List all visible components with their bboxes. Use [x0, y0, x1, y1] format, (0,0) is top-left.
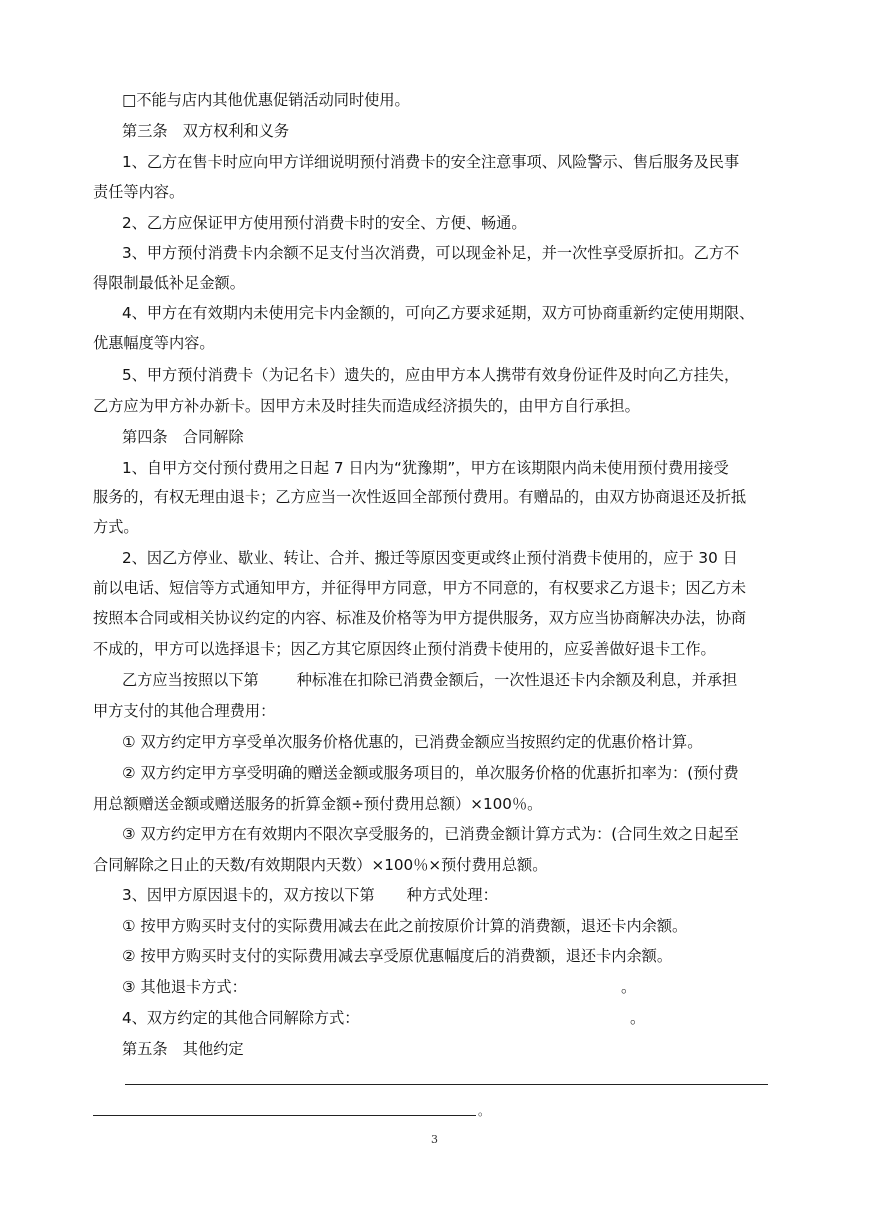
text-line [122, 885, 812, 905]
text-fragment: 3、因甲方原因退卡的，双方按以下第 [122, 886, 375, 904]
section-heading-3: 第三条 双方权利和义务 [122, 122, 290, 140]
text-line: 服务的，有权无理由退卡；乙方应当一次性返回全部预付费用。有赠品的，由双方协商退还及折抵 [93, 488, 747, 506]
text-line: 4、甲方在有效期内未使用完卡内金额的，可向乙方要求延期，双方可协商重新约定使用期限、 [122, 304, 755, 322]
text-fragment: 种方式处理： [406, 886, 498, 904]
text-line: 1、自甲方交付预付费用之日起 7 日内为“犹豫期”，甲方在该期限内尚未使用预付费用接受 [122, 459, 729, 477]
fill-in-line[interactable] [125, 1084, 768, 1085]
text-line [122, 977, 812, 997]
text-line: 前以电话、短信等方式通知甲方，并征得甲方同意，甲方不同意的，有权要求乙方退卡；因乙方未 [93, 579, 747, 597]
text-line: ① 双方约定甲方享受单次服务价格优惠的，已消费金额应当按照约定的优惠价格计算。 [122, 733, 703, 751]
section-heading-4: 第四条 合同解除 [122, 428, 244, 446]
text-fragment: 4、双方约定的其他合同解除方式： [122, 1009, 360, 1027]
text-line: 不成的，甲方可以选择退卡；因乙方其它原因终止预付消费卡使用的，应妥善做好退卡工作。 [93, 640, 716, 658]
text-line: □不能与店内其他优惠促销活动同时使用。 [122, 91, 410, 109]
text-fragment: ③ 其他退卡方式： [122, 978, 247, 996]
text-line: 用总额赠送金额或赠送服务的折算金额÷预付费用总额）×100％。 [93, 795, 543, 813]
text-fragment: 。 [621, 978, 637, 996]
fill-in-line[interactable] [93, 1115, 476, 1116]
text-line: 优惠幅度等内容。 [93, 334, 215, 352]
text-line [122, 670, 812, 690]
text-fragment: 。 [630, 1009, 646, 1027]
page-number: 3 [431, 1133, 438, 1146]
text-line: 2、乙方应保证甲方使用预付消费卡时的安全、方便、畅通。 [122, 214, 527, 232]
text-line: 3、甲方预付消费卡内余额不足支付当次消费，可以现金补足，并一次性享受原折扣。乙方不 [122, 244, 740, 262]
text-line: ② 双方约定甲方享受明确的赠送金额或服务项目的，单次服务价格的优惠折扣率为：(预付费 [122, 764, 739, 782]
text-line: 1、乙方在售卡时应向甲方详细说明预付消费卡的安全注意事项、风险警示、售后服务及民事 [122, 153, 740, 171]
text-line [122, 1008, 812, 1028]
text-line: 按照本合同或相关协议约定的内容、标准及价格等为甲方提供服务，双方应当协商解决办法，协商 [93, 609, 747, 627]
text-line: 责任等内容。 [93, 183, 185, 201]
text-line: 得限制最低补足金额。 [93, 274, 245, 292]
section-heading-5: 第五条 其他约定 [122, 1040, 244, 1058]
text-line: 合同解除之日止的天数/有效期限内天数）×100％×预付费用总额。 [93, 856, 548, 874]
text-fragment: 乙方应当按照以下第 [122, 671, 259, 689]
text-line: 方式。 [93, 518, 139, 536]
text-line: ① 按甲方购买时支付的实际费用减去在此之前按原价计算的消费额，退还卡内余额。 [122, 917, 688, 935]
text-fragment: 种标准在扣除已消费金额后，一次性退还卡内余额及利息，并承担 [296, 671, 738, 689]
text-line: 乙方应为甲方补办新卡。因甲方未及时挂失而造成经济损失的，由甲方自行承担。 [93, 397, 640, 415]
text-line: 甲方支付的其他合理费用： [93, 702, 276, 720]
text-line: 2、因乙方停业、歇业、转让、合并、搬迁等原因变更或终止预付消费卡使用的，应于 30 日 [122, 549, 738, 567]
text-fragment: 。 [478, 1104, 491, 1118]
text-line: 5、甲方预付消费卡（为记名卡）遗失的，应由甲方本人携带有效身份证件及时向乙方挂失， [122, 366, 740, 384]
text-line: ② 按甲方购买时支付的实际费用减去享受原优惠幅度后的消费额，退还卡内余额。 [122, 947, 673, 965]
text-line: ③ 双方约定甲方在有效期内不限次享受服务的，已消费金额计算方式为：(合同生效之日起至 [122, 825, 739, 843]
